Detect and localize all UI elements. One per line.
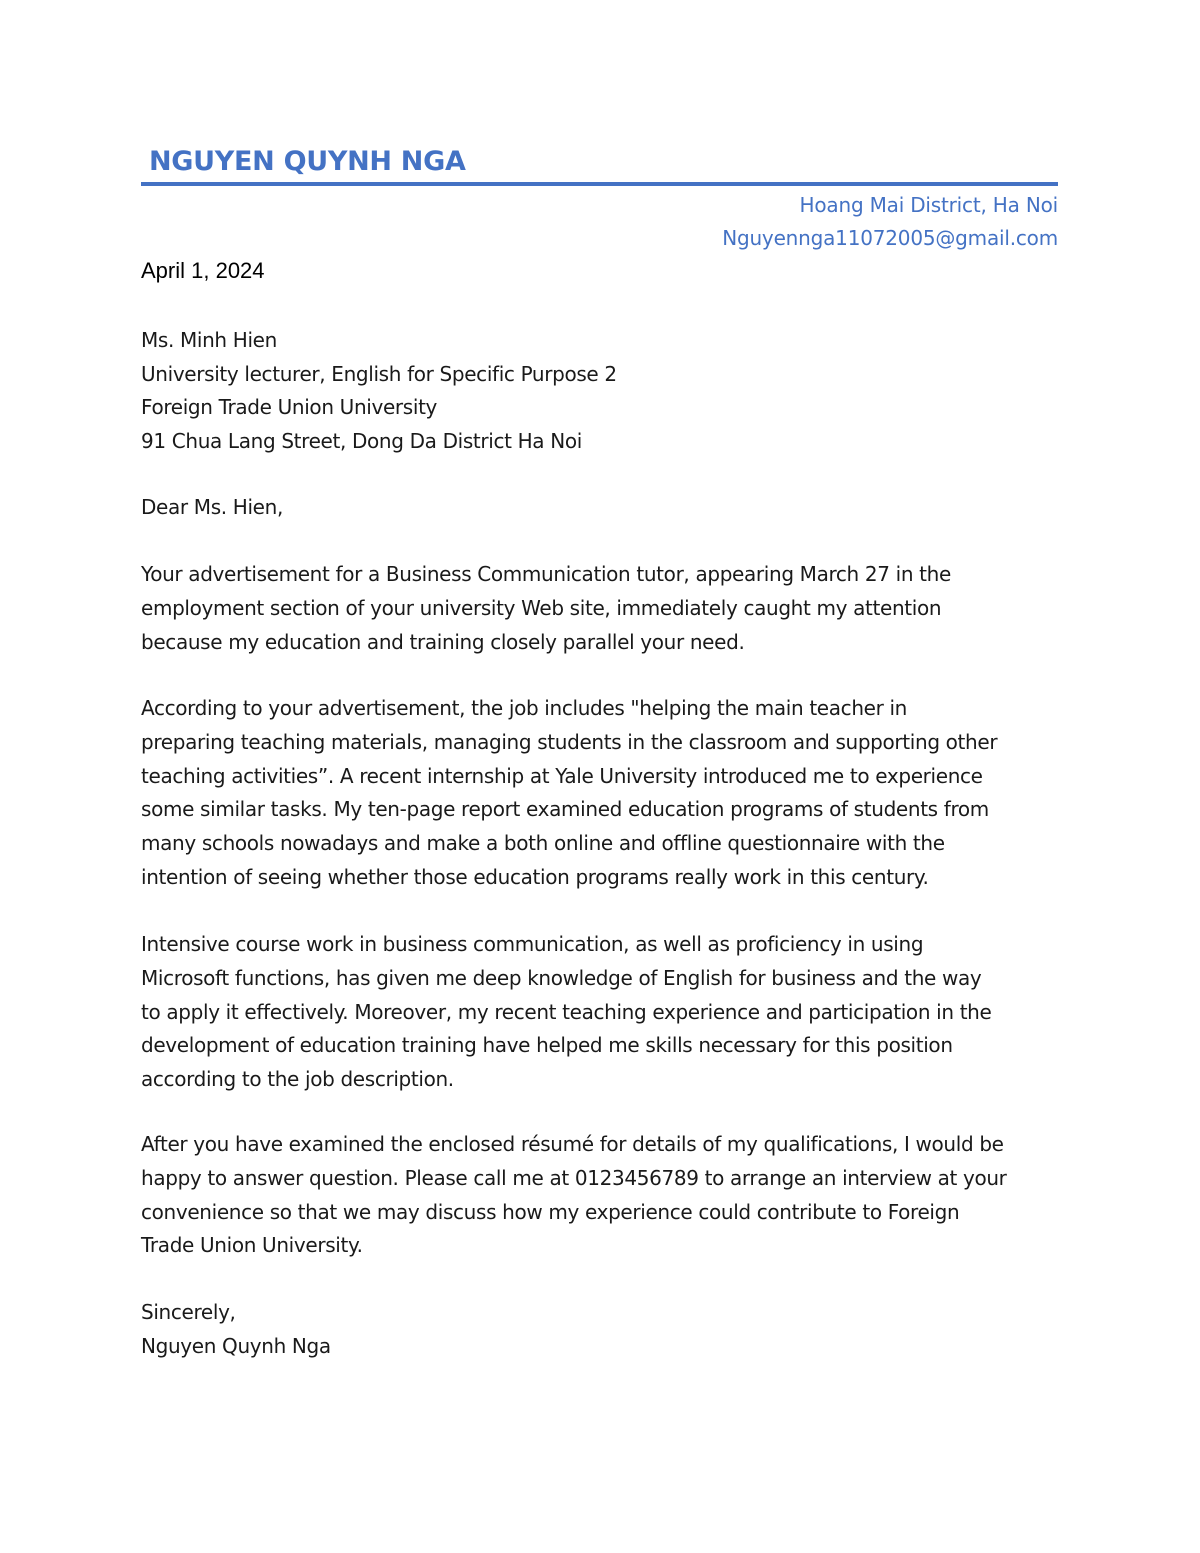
body-paragraph-1 (141, 558, 1071, 659)
paragraph-line: preparing teaching materials, managing students in the classroom and supporting other (141, 729, 998, 754)
closing-line: Sincerely, (141, 1300, 236, 1324)
signature-name: Nguyen Quynh Nga (141, 1333, 331, 1358)
paragraph-line: Trade Union University. (141, 1233, 363, 1258)
paragraph-line: Intensive course work in business communication, as well as proficiency in using (141, 932, 924, 956)
paragraph-line: because my education and training closely parallel your need. (141, 629, 745, 654)
recipient-name: Ms. Minh Hien (141, 328, 277, 352)
paragraph-line: teaching activities”. A recent internship at Yale University introduced me to experience (141, 763, 983, 788)
paragraph-line: After you have examined the enclosed résumé for details of my qualifications, I would be (141, 1132, 1004, 1156)
recipient-block (141, 324, 617, 459)
body-paragraph-4 (141, 1128, 1071, 1263)
recipient-address: 91 Chua Lang Street, Dong Da District Ha Noi (141, 429, 582, 454)
letter-date: April 1, 2024 (141, 258, 265, 283)
paragraph-line: many schools nowadays and make a both online and offline questionnaire with the (141, 831, 945, 856)
paragraph-line: some similar tasks. My ten-page report examined education programs of students from (141, 797, 989, 822)
paragraph-line: employment section of your university Web site, immediately caught my attention (141, 595, 942, 620)
sender-address: Hoang Mai District, Ha Noi (799, 193, 1058, 217)
paragraph-line: development of education training have helped me skills necessary for this position (141, 1033, 953, 1058)
paragraph-line: intention of seeing whether those education programs really work in this century. (141, 864, 929, 889)
paragraph-line: to apply it effectively. Moreover, my recent teaching experience and participation in the (141, 999, 992, 1024)
paragraph-line: Your advertisement for a Business Communication tutor, appearing March 27 in the (141, 562, 951, 586)
body-paragraph-2 (141, 692, 1071, 895)
recipient-organization: Foreign Trade Union University (141, 395, 438, 420)
sender-email: Nguyennga11072005@gmail.com (722, 226, 1058, 250)
paragraph-line: Microsoft functions, has given me deep knowledge of English for business and the way (141, 965, 982, 990)
header-divider (141, 182, 1058, 186)
recipient-title: University lecturer, English for Specific Purpose 2 (141, 361, 617, 386)
sender-name: NGUYEN QUYNH NGA (149, 146, 466, 177)
paragraph-line: convenience so that we may discuss how my experience could contribute to Foreign (141, 1199, 960, 1224)
salutation-line: Dear Ms. Hien, (141, 495, 283, 519)
closing-block (141, 1296, 1071, 1364)
paragraph-line: according to the job description. (141, 1067, 454, 1092)
paragraph-line: happy to answer question. Please call me at 0123456789 to arrange an interview at your (141, 1165, 1007, 1190)
body-paragraph-3 (141, 928, 1071, 1097)
paragraph-line: According to your advertisement, the job includes "helping the main teacher in (141, 696, 908, 720)
salutation (141, 491, 1071, 525)
